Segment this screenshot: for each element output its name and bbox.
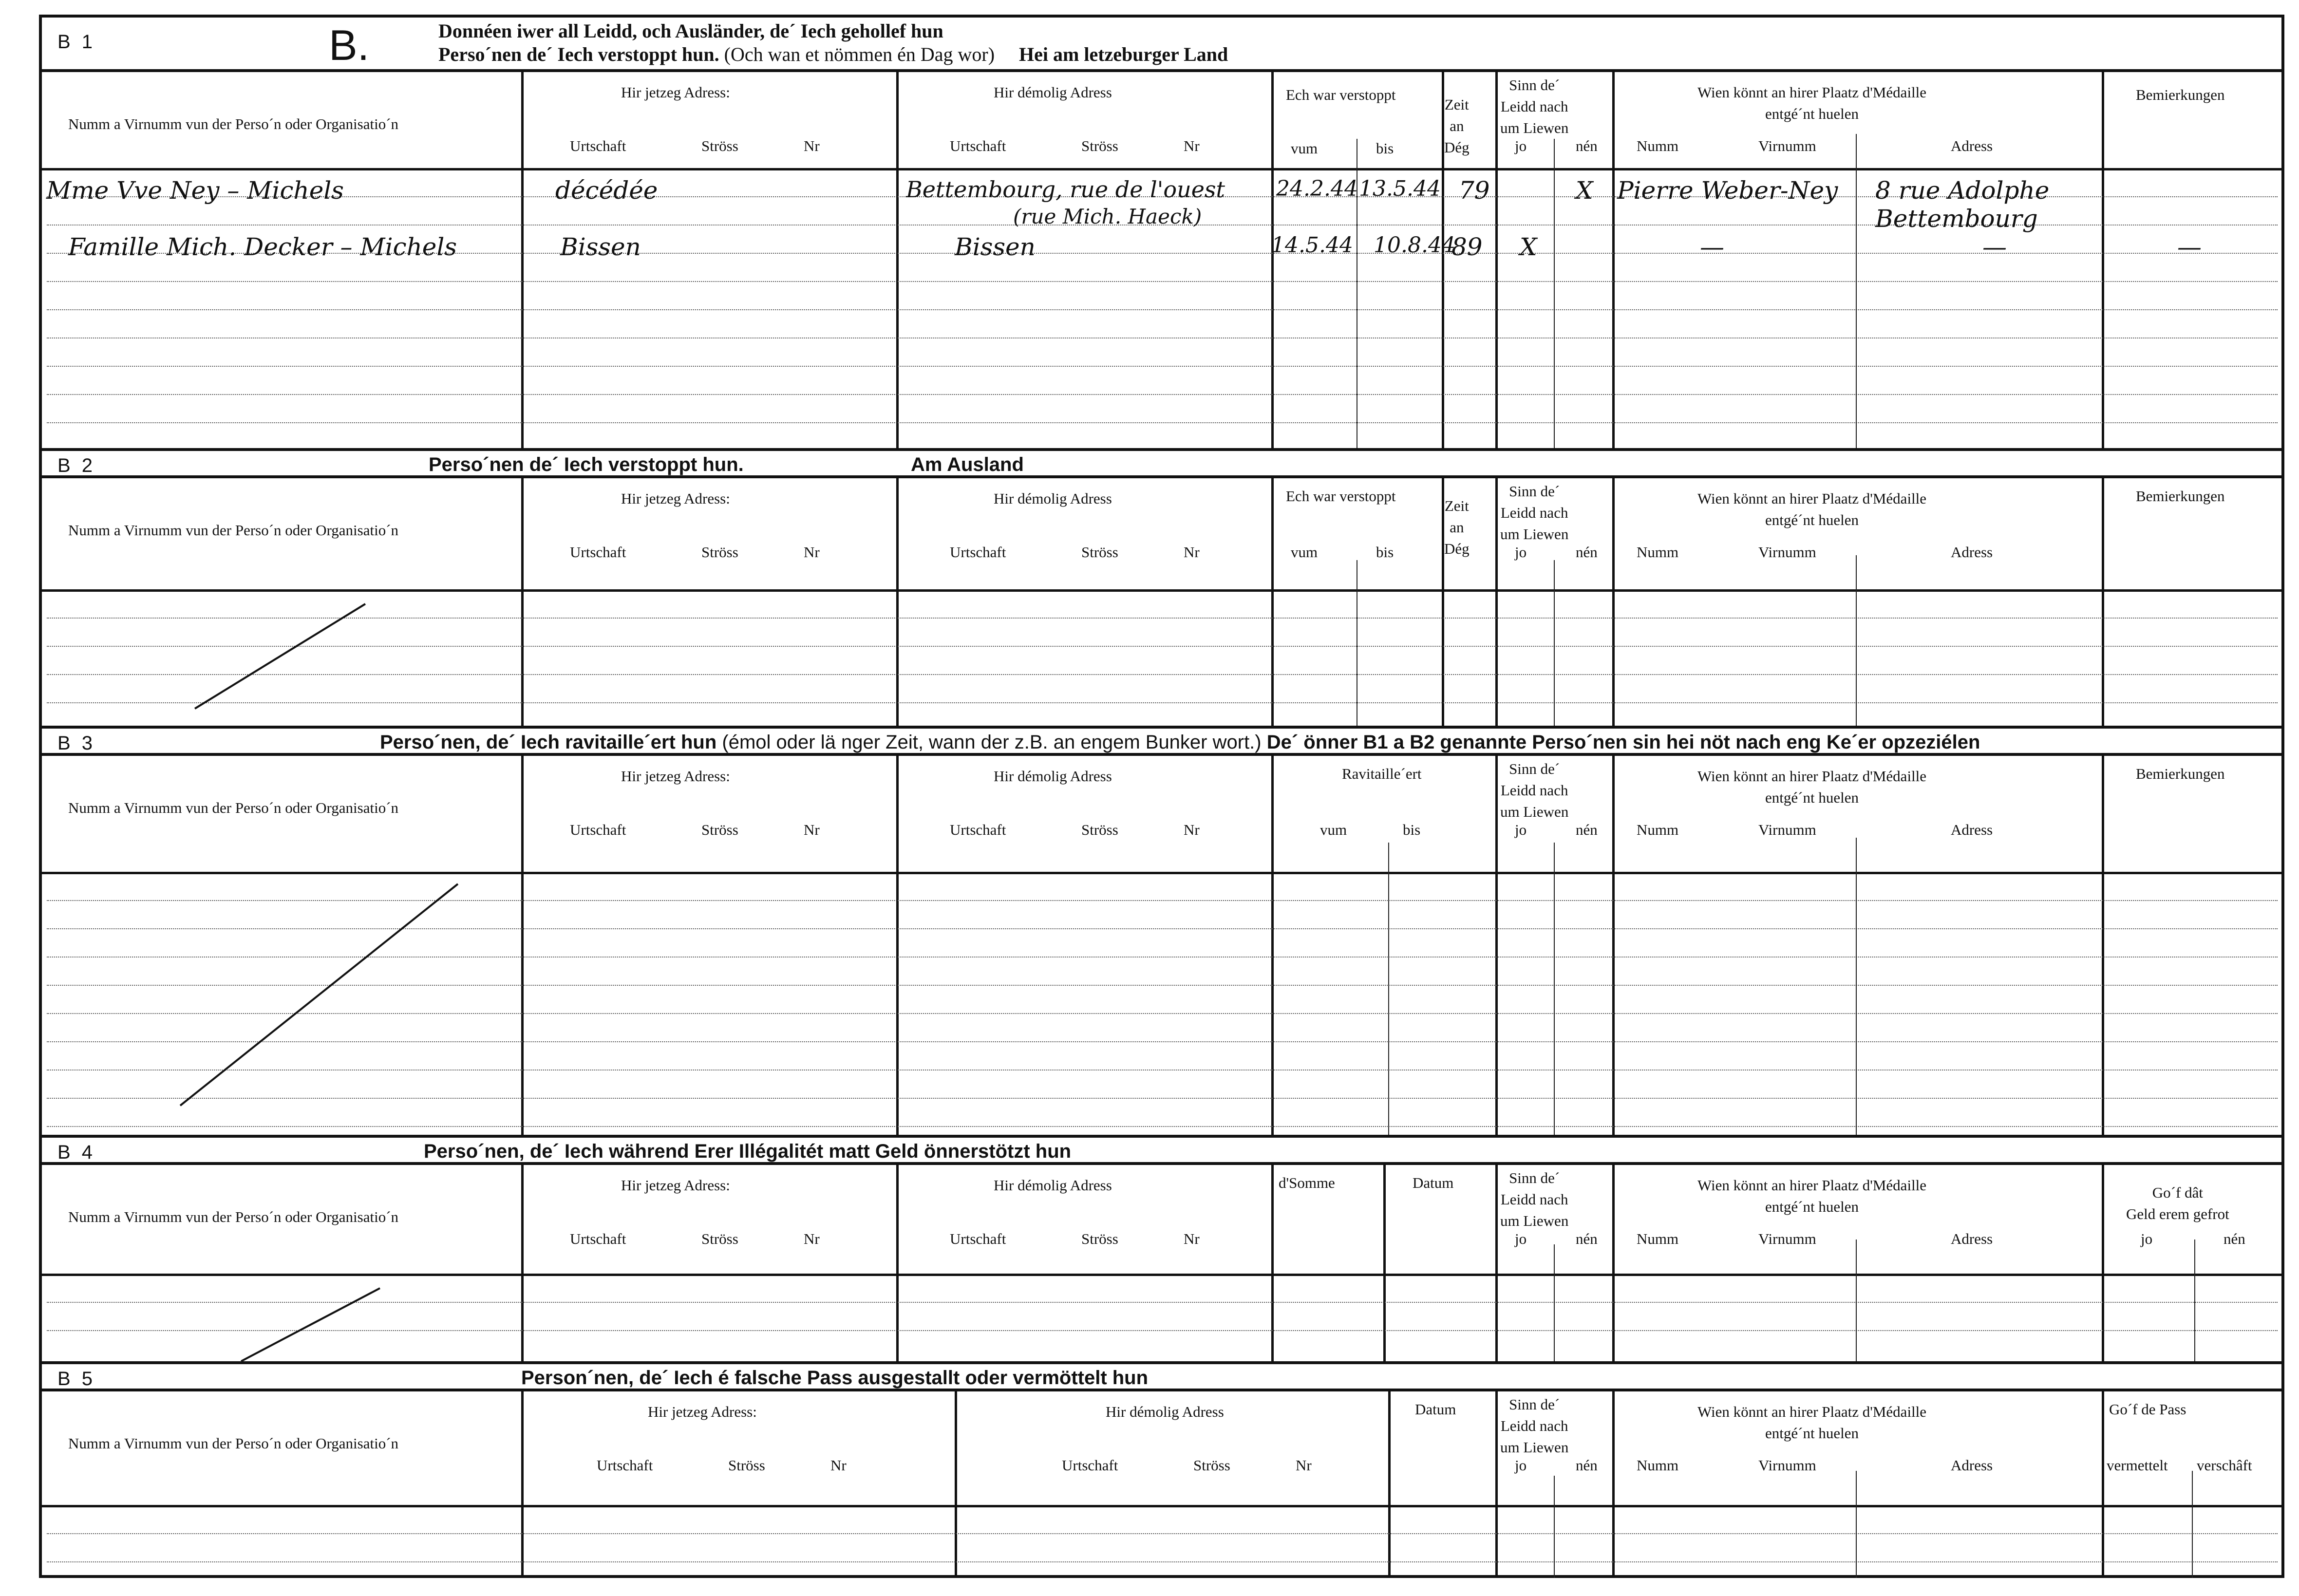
header-alive: Sinn de´ Leidd nach um Liewen xyxy=(1500,760,1569,820)
header-medal: Wien könnt an hirer Plaatz d'Médaille entgé´nt huelen xyxy=(1697,490,1927,528)
section-code: B 5 xyxy=(57,1368,96,1389)
header-medal-firstname: Virnumm xyxy=(1758,137,1816,154)
b1-title-note: (Och wan et nömmen én Dag wor) xyxy=(724,43,995,65)
header-medal-address: Adress xyxy=(1951,1230,1993,1247)
header-former-address: Hir démolig Adress xyxy=(1106,1403,1224,1420)
entry-1-medal-name: Pierre Weber-Ney xyxy=(1617,176,1838,205)
header-former-address: Hir démolig Adress xyxy=(994,768,1112,785)
entry-1-to: 13.5.44 xyxy=(1359,176,1441,201)
header-medal: Wien könnt an hirer Plaatz d'Médaille entgé´nt huelen xyxy=(1697,84,1927,122)
header-medal-address: Adress xyxy=(1951,544,1993,561)
header-alive: Sinn de´ Leidd nach um Liewen xyxy=(1500,483,1569,543)
header-name: Numm a Virnumm vun der Perso´n oder Organisatio´n xyxy=(68,115,399,132)
entry-1-no: X xyxy=(1576,176,1593,205)
header-town: Urtschaft xyxy=(950,137,1006,154)
entry-1-from: 24.2.44 xyxy=(1276,176,1358,201)
header-from: vum xyxy=(1320,821,1347,838)
header-to: bis xyxy=(1376,544,1394,561)
header-medal-name: Numm xyxy=(1637,1457,1679,1474)
header-street: Ströss xyxy=(1081,544,1118,561)
header-medal-name: Numm xyxy=(1637,821,1679,838)
header-from: vum xyxy=(1291,544,1318,561)
header-gift-yes: jo xyxy=(2141,1230,2153,1247)
header-yes: jo xyxy=(1515,821,1527,838)
header-town: Urtschaft xyxy=(597,1457,653,1474)
header-nr: Nr xyxy=(1184,544,1200,561)
header-current-address: Hir jetzeg Adress: xyxy=(621,490,730,507)
entry-2-yes: X xyxy=(1520,233,1537,261)
section-letter: B. xyxy=(329,21,370,69)
header-nr: Nr xyxy=(830,1457,847,1474)
header-town: Urtschaft xyxy=(570,544,626,561)
header-nr: Nr xyxy=(804,1230,820,1247)
entry-2-name: Famille Mich. Decker – Michels xyxy=(68,233,457,261)
header-to: bis xyxy=(1403,821,1421,838)
header-nr: Nr xyxy=(1184,821,1200,838)
header-date: Datum xyxy=(1415,1401,1456,1418)
section-code: B 4 xyxy=(57,1142,96,1163)
header-medal: Wien könnt an hirer Plaatz d'Médaille entgé´nt huelen xyxy=(1697,1403,1927,1442)
header-gift: Go´f dât Geld erem gefrot xyxy=(2126,1184,2229,1222)
entry-1-former: Bettembourg, rue de l'ouest xyxy=(906,176,1225,203)
entry-1-days: 79 xyxy=(1459,176,1490,205)
entry-2-medal-name: — xyxy=(1700,233,1724,261)
b1-title-line1: Donnéen iwer all Leidd, och Ausländer, de´ Iech gehollef hun xyxy=(438,20,943,42)
header-town: Urtschaft xyxy=(1062,1457,1118,1474)
b2-title: Perso´nen de´ Iech verstoppt hun. xyxy=(429,454,744,475)
b1-title-line2: Perso´nen de´ Iech verstoppt hun. xyxy=(438,43,719,65)
header-street: Ströss xyxy=(728,1457,765,1474)
entry-1-medal-address2: Bettembourg xyxy=(1875,205,2038,233)
header-yes: jo xyxy=(1515,1457,1527,1474)
b3-title-bold: Perso´nen, de´ Iech ravitaille´ert hun xyxy=(380,732,717,753)
header-former-address: Hir démolig Adress xyxy=(994,1177,1112,1194)
header-medal-name: Numm xyxy=(1637,137,1679,154)
header-date: Datum xyxy=(1413,1174,1454,1191)
header-time: Zeit an Dég xyxy=(1444,497,1470,557)
header-hidden: Ech war verstoppt xyxy=(1286,86,1396,103)
b2-title-place: Am Ausland xyxy=(911,454,1024,475)
header-from: vum xyxy=(1291,140,1318,157)
b3-cancel-stroke xyxy=(180,884,458,1106)
header-medal-name: Numm xyxy=(1637,544,1679,561)
header-nr: Nr xyxy=(1184,1230,1200,1247)
header-alive: Sinn de´ Leidd nach um Liewen xyxy=(1500,1396,1569,1456)
header-pass-mediated: vermettelt xyxy=(2107,1457,2168,1474)
header-medal-firstname: Virnumm xyxy=(1758,544,1816,561)
entry-2-former: Bissen xyxy=(955,233,1036,261)
header-nr: Nr xyxy=(804,821,820,838)
header-street: Ströss xyxy=(1193,1457,1230,1474)
entry-1-name: Mme Vve Ney – Michels xyxy=(46,176,344,205)
header-yes: jo xyxy=(1515,544,1527,561)
header-name: Numm a Virnumm vun der Perso´n oder Organisatio´n xyxy=(68,1435,399,1452)
header-medal-firstname: Virnumm xyxy=(1758,821,1816,838)
header-nr: Nr xyxy=(1184,137,1200,154)
header-gift-no: nén xyxy=(2224,1230,2245,1247)
entry-1-medal-address: 8 rue Adolphe xyxy=(1875,176,2050,205)
header-no: nén xyxy=(1576,137,1598,154)
header-no: nén xyxy=(1576,821,1598,838)
header-yes: jo xyxy=(1515,137,1527,154)
header-remarks: Bemierkungen xyxy=(2136,488,2225,505)
header-former-address: Hir démolig Adress xyxy=(994,84,1112,101)
header-street: Ströss xyxy=(701,137,738,154)
entry-2-to: 10.8.44 xyxy=(1374,233,1455,258)
header-pass-issued: verschâft xyxy=(2197,1457,2252,1474)
header-medal-firstname: Virnumm xyxy=(1758,1457,1816,1474)
header-street: Ströss xyxy=(1081,137,1118,154)
entry-1-current: décédée xyxy=(555,176,658,205)
header-former-address: Hir démolig Adress xyxy=(994,490,1112,507)
header-street: Ströss xyxy=(701,1230,738,1247)
section-code: B 2 xyxy=(57,455,96,476)
header-medal-address: Adress xyxy=(1951,1457,1993,1474)
header-sum: d'Somme xyxy=(1279,1174,1335,1191)
header-town: Urtschaft xyxy=(570,137,626,154)
header-remarks: Bemierkungen xyxy=(2136,765,2225,782)
entry-2-remarks: — xyxy=(2177,233,2202,261)
entry-2-medal-address: — xyxy=(1982,233,2007,261)
b3-title-bold2: De´ önner B1 a B2 genannte Perso´nen sin hei nöt nach eng Ke´er opzeziélen xyxy=(1266,732,1980,753)
b3-title-note: (émol oder lä nger Zeit, wann der z.B. an engem Bunker wort.) xyxy=(722,732,1262,753)
header-time: Zeit an Dég xyxy=(1444,96,1470,156)
header-street: Ströss xyxy=(1081,1230,1118,1247)
header-hidden: Ech war verstoppt xyxy=(1286,488,1396,505)
header-no: nén xyxy=(1576,544,1598,561)
header-current-address: Hir jetzeg Adress: xyxy=(621,768,730,785)
header-street: Ströss xyxy=(1081,821,1118,838)
header-to: bis xyxy=(1376,140,1394,157)
entry-1-former2: (rue Mich. Haeck) xyxy=(1013,205,1202,228)
header-nr: Nr xyxy=(1296,1457,1312,1474)
section-code: B 3 xyxy=(57,732,96,754)
header-no: nén xyxy=(1576,1457,1598,1474)
header-current-address: Hir jetzeg Adress: xyxy=(621,1177,730,1194)
entry-2-days: 89 xyxy=(1451,233,1483,261)
header-town: Urtschaft xyxy=(570,1230,626,1247)
header-street: Ströss xyxy=(701,821,738,838)
header-town: Urtschaft xyxy=(950,544,1006,561)
header-current-address: Hir jetzeg Adress: xyxy=(621,84,730,101)
b1-title-place: Hei am letzeburger Land xyxy=(1019,43,1228,65)
header-supplied: Ravitaille´ert xyxy=(1342,765,1422,782)
header-medal-address: Adress xyxy=(1951,821,1993,838)
header-town: Urtschaft xyxy=(570,821,626,838)
header-name: Numm a Virnumm vun der Perso´n oder Organisatio´n xyxy=(68,799,399,816)
header-medal-name: Numm xyxy=(1637,1230,1679,1247)
entry-2-current: Bissen xyxy=(560,233,641,261)
b5-title: Person´nen, de´ Iech é falsche Pass ausgestallt oder vermöttelt hun xyxy=(521,1367,1149,1389)
header-nr: Nr xyxy=(804,137,820,154)
header-no: nén xyxy=(1576,1230,1598,1247)
header-medal: Wien könnt an hirer Plaatz d'Médaille entgé´nt huelen xyxy=(1697,768,1927,806)
section-code: B 1 xyxy=(57,31,96,53)
header-name: Numm a Virnumm vun der Perso´n oder Organisatio´n xyxy=(68,1208,399,1225)
b2-cancel-stroke xyxy=(195,604,365,709)
b4-title: Perso´nen, de´ Iech während Erer Illégalitét matt Geld önnerstötzt hun xyxy=(424,1141,1072,1162)
b4-cancel-stroke xyxy=(241,1288,380,1361)
header-medal: Wien könnt an hirer Plaatz d'Médaille entgé´nt huelen xyxy=(1697,1177,1927,1215)
header-town: Urtschaft xyxy=(950,1230,1006,1247)
header-town: Urtschaft xyxy=(950,821,1006,838)
header-street: Ströss xyxy=(701,544,738,561)
header-yes: jo xyxy=(1515,1230,1527,1247)
header-nr: Nr xyxy=(804,544,820,561)
header-name: Numm a Virnumm vun der Perso´n oder Organisatio´n xyxy=(68,522,399,539)
header-current-address: Hir jetzeg Adress: xyxy=(648,1403,757,1420)
header-medal-firstname: Virnumm xyxy=(1758,1230,1816,1247)
header-remarks: Bemierkungen xyxy=(2136,86,2225,103)
entry-2-from: 14.5.44 xyxy=(1271,233,1353,258)
header-alive: Sinn de´ Leidd nach um Liewen xyxy=(1500,1169,1569,1229)
header-alive: Sinn de´ Leidd nach um Liewen xyxy=(1500,76,1569,136)
header-medal-address: Adress xyxy=(1951,137,1993,154)
header-pass: Go´f de Pass xyxy=(2109,1401,2186,1418)
